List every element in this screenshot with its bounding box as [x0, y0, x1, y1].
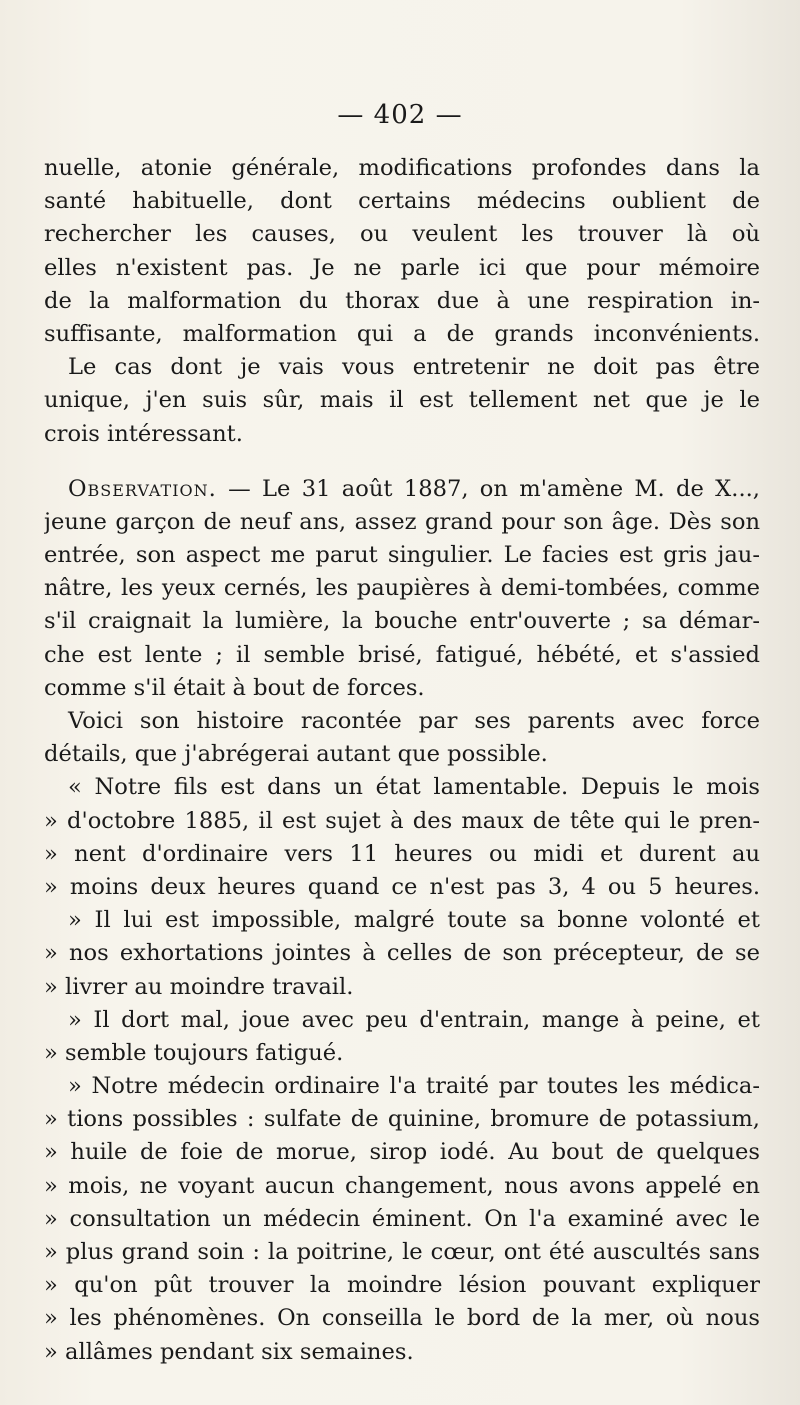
text-line: suffisante, malformation qui a de grands inconvénients. — [44, 320, 760, 347]
text-line: elles n'existent pas. Je ne parle ici que pour mémoire — [44, 254, 760, 281]
text-line: rechercher les causes, ou veulent les trouver là où — [44, 221, 760, 248]
observation-heading-line — [44, 473, 760, 506]
text-line: entrée, son aspect me parut singulier. Le facies est gris jau- — [44, 542, 760, 569]
text-line: » Il dort mal, joue avec peu d'entrain, mange à peine, et — [68, 1006, 760, 1033]
text-line: détails, que j'abrégerai autant que possible. — [44, 741, 548, 768]
text-line: nâtre, les yeux cernés, les paupières à demi-tombées, comme — [44, 575, 760, 602]
text-line: » moins deux heures quand ce n'est pas 3, 4 ou 5 heures. — [44, 873, 760, 900]
text-line: santé habituelle, dont certains médecins oublient de — [44, 188, 760, 215]
text-line: che est lente ; il semble brisé, fatigué, hébété, et s'assied — [44, 641, 760, 668]
text-line: » huile de foie de morue, sirop iodé. Au bout de quelques — [44, 1139, 760, 1166]
text-line: » livrer au moindre travail. — [44, 973, 354, 1000]
text-line: nuelle, atonie générale, modifications profondes dans la — [44, 155, 760, 181]
text-line: jeune garçon de neuf ans, assez grand pour son âge. Dès son — [44, 508, 760, 535]
text-line: » nent d'ordinaire vers 11 heures ou midi et durent au — [44, 840, 760, 867]
text-line: crois intéressant. — [44, 420, 243, 447]
text-line: » consultation un médecin éminent. On l'a examiné avec le — [44, 1205, 760, 1232]
text-line: de la malformation du thorax due à une respiration in- — [44, 287, 760, 314]
text-line: » qu'on pût trouver la moindre lésion pouvant expliquer — [44, 1272, 760, 1299]
text-line: » allâmes pendant six semaines. — [44, 1338, 414, 1365]
text-line: » plus grand soin : la poitrine, le cœur, ont été auscultés sans — [44, 1239, 760, 1265]
body-text — [44, 152, 760, 1369]
text-line: unique, j'en suis sûr, mais il est tellement net que je le — [44, 387, 760, 414]
text-line: Le cas dont je vais vous entretenir ne doit pas être — [68, 354, 760, 381]
text-line: » semble toujours fatigué. — [44, 1039, 344, 1066]
text-line: » nos exhortations jointes à celles de son précepteur, de se — [44, 940, 760, 967]
text-line: » les phénomènes. On conseilla le bord de la mer, où nous — [44, 1305, 760, 1332]
observation-first-line: — Le 31 août 1887, on m'amène M. de X..., — [216, 475, 760, 502]
page-number: — 402 — — [337, 100, 463, 130]
observation-label: Observation. — [68, 475, 217, 502]
text-line: s'il craignait la lumière, la bouche entr'ouverte ; sa démar- — [44, 608, 760, 635]
text-line: » Notre médecin ordinaire l'a traité par toutes les médica- — [68, 1073, 760, 1100]
text-line: Voici son histoire racontée par ses parents avec force — [68, 708, 760, 734]
text-line: » d'octobre 1885, il est sujet à des maux de tête qui le pren- — [44, 807, 760, 834]
text-line: » Il lui est impossible, malgré toute sa bonne volonté et — [68, 907, 760, 934]
text-line: comme s'il était à bout de forces. — [44, 674, 425, 701]
text-line: « Notre fils est dans un état lamentable. Depuis le mois — [68, 774, 760, 801]
section-gap — [44, 451, 760, 473]
text-line: » mois, ne voyant aucun changement, nous avons appelé en — [44, 1172, 760, 1199]
text-line: » tions possibles : sulfate de quinine, bromure de potassium, — [44, 1106, 760, 1133]
